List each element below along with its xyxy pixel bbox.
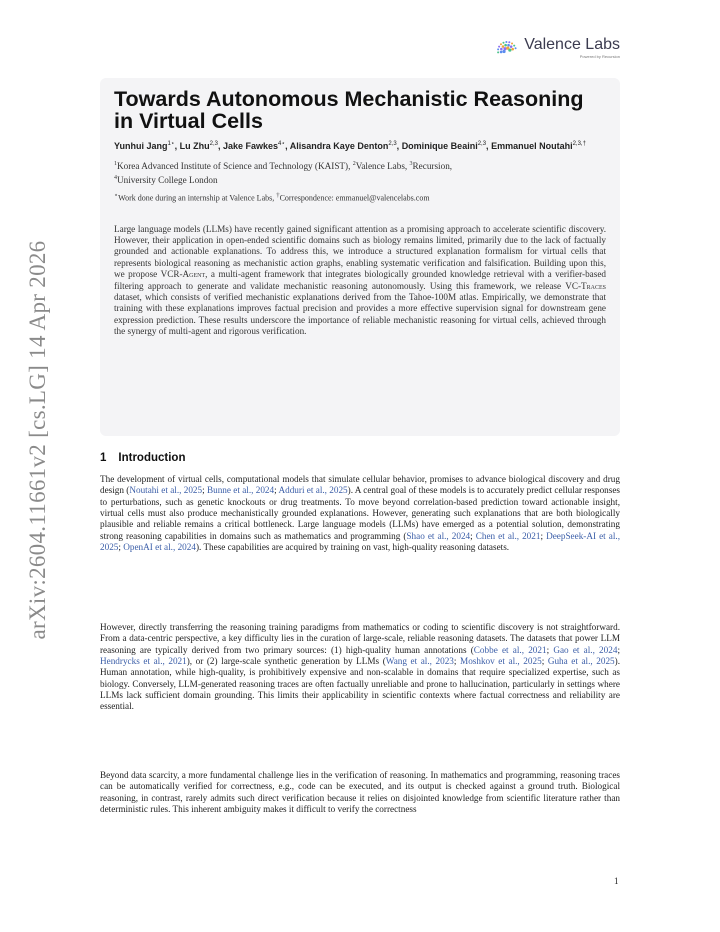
logo-dot bbox=[513, 45, 515, 47]
citation-link[interactable]: Wang et al., 2023 bbox=[385, 656, 454, 667]
introduction-paragraph-3: Beyond data scarcity, a more fundamental challenge lies in the verification of reasoning. In mathematics and programming, reasoning traces can be automatically verified for correctness, e.g., code can be executed, and its output is checked against a ground truth. Biological reasoning, in contrast, rarely admits such direct verification because it relies on disjointed knowledge from scientific literature rather than deterministic rules. This inherent ambiguity makes it difficult to verify the correctness bbox=[100, 770, 620, 815]
logo-dot bbox=[510, 45, 513, 48]
author-list: Yunhui Jang$^{1⋆}$, Lu Zhu$^{2,3}$, Jake Fawkes$^{4⋆}$, Alisandra Kaye Denton$^{2,3}$, Dominique Beaini$^{2,3}$, Emmanuel Noutahi$^{2,3,\dagger}$ bbox=[114, 141, 586, 151]
logo-dot bbox=[497, 48, 499, 50]
logo-dot bbox=[498, 46, 500, 48]
logo-dot bbox=[509, 41, 511, 43]
introduction-paragraph-2: However, directly transferring the reasoning training paradigms from mathematics or coding to scientific discovery is not straightforward. From a data-centric perspective, a key difficulty lies in the curation of large-scale, reliable reasoning datasets. The datasets that power LLM reasoning are typically derived from two primary sources: (1) high-quality human annotations (Cobbe et al., 2021; Gao et al., 2024; Hendrycks et al., 2021), or (2) large-scale synthetic generation by LLMs (Wang et al., 2023; Moshkov et al., 2025; Guha et al., 2025). Human annotation, while high-quality, is prohibitively expensive and non-scalable in domains that require specialized expertise, such as biology. Conversely, LLM-generated reasoning traces are often factually unreliable and prone to hallucination, particularly in settings where LLMs lack sufficient domain grounding. This limits their applicability in scientific contexts where factual correctness and reliability are essential. bbox=[100, 622, 621, 712]
valence-labs-logo-icon bbox=[496, 36, 518, 58]
affiliations: $^1$Korea Advanced Institute of Science and Technology (KAIST), $^2$Valence Labs, $^3$Recursion, $^4$University College London bbox=[114, 161, 453, 185]
logo-dot bbox=[500, 51, 503, 54]
title-abstract-box bbox=[100, 78, 620, 436]
author: Lu Zhu$^{2,3}$ bbox=[179, 141, 218, 151]
logo-dot bbox=[506, 41, 508, 43]
logo-dot bbox=[507, 44, 510, 47]
citation-link[interactable]: Noutahi et al., 2025 bbox=[129, 485, 203, 496]
author: Alisandra Kaye Denton$^{2,3}$ bbox=[289, 141, 397, 151]
paper-title: Towards Autonomous Mechanistic Reasoning in Virtual Cells bbox=[114, 87, 584, 133]
logo-dot bbox=[500, 43, 502, 45]
section-heading-introduction: 1 Introduction bbox=[100, 452, 186, 464]
page-number: 1 bbox=[614, 876, 619, 886]
logo-dot bbox=[505, 44, 508, 47]
logo-dot bbox=[500, 48, 503, 51]
logo-dot bbox=[512, 48, 515, 51]
citation-link[interactable]: DeepSeek-AI et al., 2025 bbox=[100, 530, 620, 553]
citation-link[interactable]: Bunne et al., 2024 bbox=[206, 485, 275, 496]
citation-link[interactable]: Cobbe et al., 2021 bbox=[473, 644, 547, 655]
citation-link[interactable]: Adduri et al., 2025 bbox=[278, 485, 348, 496]
logo-dot bbox=[508, 48, 511, 51]
citation-link[interactable]: Guha et al., 2025 bbox=[547, 656, 615, 667]
author: Emmanuel Noutahi$^{2,3,\dagger}$ bbox=[491, 141, 586, 151]
logo-dot bbox=[504, 47, 507, 50]
logo-dot bbox=[511, 43, 513, 45]
citation-link[interactable]: Moshkov et al., 2025 bbox=[460, 656, 542, 667]
logo-dot bbox=[497, 51, 499, 53]
citation-link[interactable]: Hendrycks et al., 2021 bbox=[100, 656, 187, 667]
introduction-paragraph-1: The development of virtual cells, computational models that simulate cellular behavior, promises to advance biological discovery and drug design (Noutahi et al., 2025; Bunne et al., 2024; Adduri et al., 2025). A central goal of these models is to accurately predict cellular responses to perturbations, such as genetic knockouts or drug treatments. To move beyond correlation-based prediction toward actionable insight, virtual cells must also produce mechanistically grounded explanations. However, generating such explanations that are both biologically plausible and reliable remains a critical bottleneck. Large language models (LLMs) have emerged as a potential solution, demonstrating strong reasoning capabilities in domains such as mathematics and programming (Shao et al., 2024; Chen et al., 2021; DeepSeek-AI et al., 2025; OpenAI et al., 2024). These capabilities are acquired by training on vast, high-quality reasoning datasets. bbox=[100, 474, 620, 553]
author: Jake Fawkes$^{4⋆}$ bbox=[222, 141, 286, 151]
author-footnote: ⋆Work done during an internship at Valence Labs, †Correspondence: emmanuel@valencelabs.com bbox=[114, 192, 430, 203]
arxiv-identifier-stamp bbox=[18, 230, 58, 650]
author: Yunhui Jang$^{1⋆}$ bbox=[114, 141, 175, 151]
abstract: Large language models (LLMs) have recently gained significant attention as a promising approach to accelerate scientific discovery. However, their application in open-ended scientific domains such as biology remains limited, primarily due to the lack of factually grounded and actionable explanations. To address this, we introduce a structured explanation formalism for virtual cells that represents biological reasoning as mechanistic action graphs, enabling systematic verification and falsification. Building upon this, we propose VCR-Agent, a multi-agent framework that integrates biologically grounded knowledge retrieval with a verifier-based filtering approach to generate and validate mechanistic reasoning autonomously. Using this framework, we release VC-Traces dataset, which consists of verified mechanistic explanations derived from the Tahoe-100M atlas. Empirically, we demonstrate that training with these explanations improves factual precision and provides a more effective supervision signal for downstream gene expression prediction. These results underscore the importance of reliable mechanistic reasoning for virtual cells, achieved through the synergy of multi-agent and rigorous verification. bbox=[114, 223, 606, 336]
valence-labs-logo bbox=[496, 36, 620, 59]
logo-dot bbox=[515, 47, 517, 49]
author: Dominique Beaini$^{2,3}$ bbox=[401, 141, 487, 151]
logo-dot bbox=[502, 45, 505, 48]
logo-dot bbox=[503, 42, 505, 44]
citation-link[interactable]: Chen et al., 2021 bbox=[475, 530, 541, 541]
arxiv-identifier-text: arXiv:2604.11661v2 [cs.LG] 14 Apr 2026 bbox=[25, 240, 50, 640]
logo-name: Valence Labs bbox=[524, 36, 620, 53]
citation-link[interactable]: Gao et al., 2024 bbox=[553, 644, 618, 655]
logo-subtitle: Powered by Recursion bbox=[579, 54, 620, 59]
citation-link[interactable]: Shao et al., 2024 bbox=[406, 530, 471, 541]
citation-link[interactable]: OpenAI et al., 2024 bbox=[123, 542, 196, 553]
